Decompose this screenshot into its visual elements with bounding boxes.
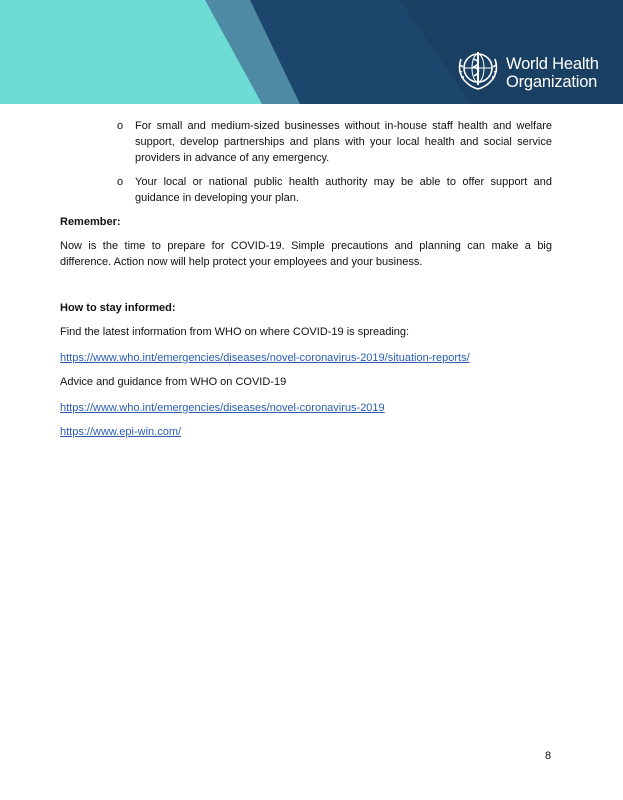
epi-win-link[interactable]: https://www.epi-win.com/ bbox=[60, 426, 182, 438]
who-emblem-icon bbox=[455, 47, 501, 93]
page-number: 8 bbox=[545, 750, 552, 762]
org-name-line-2: Organization bbox=[506, 73, 598, 91]
novel-coronavirus-link[interactable]: https://www.who.int/emergencies/diseases/novel-coronavirus-2019 bbox=[60, 402, 385, 414]
bullet-marker: o bbox=[117, 120, 124, 132]
page-content bbox=[60, 118, 552, 440]
org-name-line-1: World Health bbox=[506, 55, 599, 73]
advice-text: Advice and guidance from WHO on COVID-19 bbox=[60, 376, 287, 388]
bullet-list bbox=[60, 118, 552, 206]
bullet-marker: o bbox=[117, 176, 124, 188]
remember-text: Now is the time to prepare for COVID-19. Simple precautions and planning can make a big difference. Action now will help protect your employees and your business. bbox=[60, 240, 552, 268]
remember-heading: Remember: bbox=[60, 216, 121, 228]
organization-name bbox=[506, 55, 599, 91]
situation-reports-link[interactable]: https://www.who.int/emergencies/diseases/novel-coronavirus-2019/situation-reports/ bbox=[60, 352, 470, 364]
bullet-text: Your local or national public health authority may be able to offer support and guidance in developing your plan. bbox=[135, 176, 552, 204]
list-item bbox=[117, 174, 552, 206]
page-header-banner bbox=[0, 0, 623, 104]
spread-info-text: Find the latest information from WHO on where COVID-19 is spreading: bbox=[60, 326, 410, 338]
list-item bbox=[117, 118, 552, 166]
stay-informed-heading: How to stay informed: bbox=[60, 302, 176, 314]
bullet-text: For small and medium-sized businesses without in-house staff health and welfare support, develop partnerships and plans with your local health and social service providers in advance of any emergency. bbox=[135, 120, 552, 164]
